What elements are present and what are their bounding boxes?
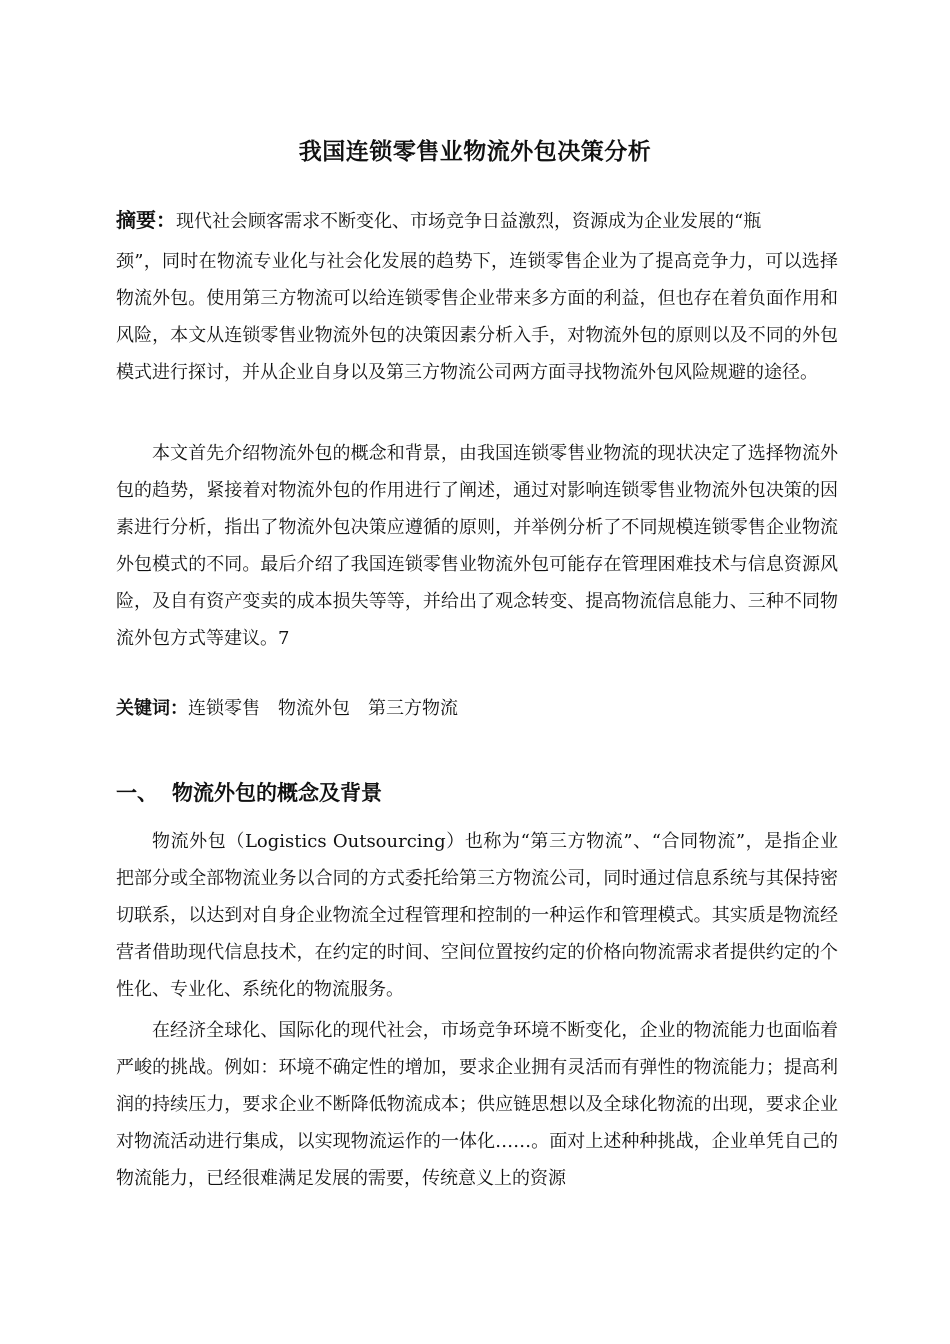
section-number: 一、 xyxy=(116,781,158,805)
section-title: 物流外包的概念及背景 xyxy=(172,781,382,805)
keywords-label: 关键词： xyxy=(116,698,188,719)
abstract-body: 颈”，同时在物流专业化与社会化发展的趋势下，连锁零售企业为了提高竞争力，可以选择物流外包。使用第三方物流可以给连锁零售企业带来多方面的利益，但也存在着负面作用和风险，本文从连锁零售业物流外包的决策因素分析入手，对物流外包的原则以及不同的外包模式进行探讨，并从企业自身以及第三方物流公司两方面寻找物流外包风险规避的途径。 xyxy=(116,251,838,383)
intro-paragraph: 本文首先介绍物流外包的概念和背景，由我国连锁零售业物流的现状决定了选择物流外包的趋势，紧接着对物流外包的作用进行了阐述，通过对影响连锁零售业物流外包决策的因素进行分析，指出了物流外包决策应遵循的原则，并举例分析了不同规模连锁零售企业物流外包模式的不同。最后介绍了我国连锁零售业物流外包可能存在管理困难技术与信息资源风险，及自有资产变卖的成本损失等等，并给出了观念转变、提高物流信息能力、三种不同物流外包方式等建议。7 xyxy=(116,443,838,649)
keywords xyxy=(116,690,476,727)
section-heading xyxy=(116,775,382,812)
abstract-first-line: 现代社会顾客需求不断变化、市场竞争日益激烈，资源成为企业发展的“瓶 xyxy=(176,211,762,232)
abstract xyxy=(116,199,838,391)
keyword-item: 物流外包 xyxy=(278,698,350,719)
section-paragraph: 物流外包（Logistics Outsourcing）也称为“第三方物流”、“合同物流”，是指企业把部分或全部物流业务以合同的方式委托给第三方物流公司，同时通过信息系统与其保持密切联系，以达到对自身企业物流全过程管理和控制的一种运作和管理模式。其实质是物流经营者借助现代信息技术，在约定的时间、空间位置按约定的价格向物流需求者提供约定的个性化、专业化、系统化的物流服务。 xyxy=(116,831,838,1000)
abstract-label: 摘要： xyxy=(116,208,176,232)
section-paragraph: 在经济全球化、国际化的现代社会，市场竞争环境不断变化，企业的物流能力也面临着严峻的挑战。例如：环境不确定性的增加，要求企业拥有灵活而有弹性的物流能力；提高利润的持续压力，要求企业不断降低物流成本；供应链思想以及全球化物流的出现，要求企业对物流活动进行集成，以实现物流运作的一体化……。面对上述种种挑战，企业单凭自己的物流能力，已经很难满足发展的需要，传统意义上的资源 xyxy=(116,1020,838,1189)
document-title: 我国连锁零售业物流外包决策分析 xyxy=(298,139,652,165)
keyword-item: 连锁零售 xyxy=(188,698,260,719)
keyword-item: 第三方物流 xyxy=(368,698,458,719)
